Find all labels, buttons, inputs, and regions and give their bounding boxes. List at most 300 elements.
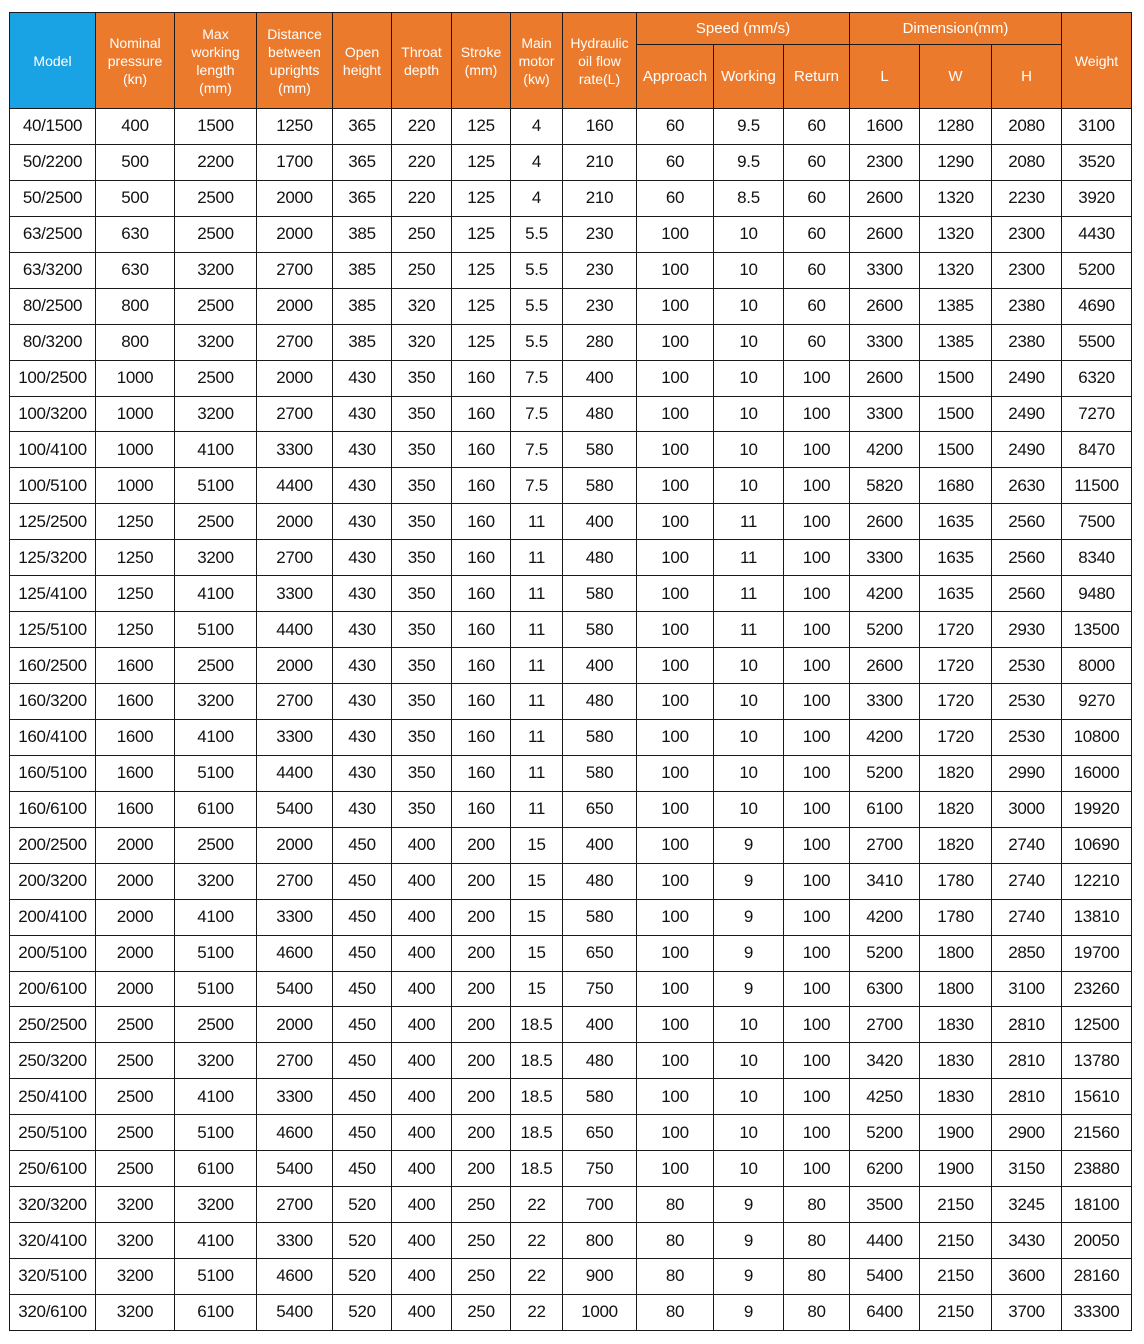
cell-nominal-pressure: 3200 xyxy=(96,1187,175,1223)
cell-model: 160/3200 xyxy=(10,684,96,720)
cell-model: 100/2500 xyxy=(10,360,96,396)
cell-speed-approach: 100 xyxy=(637,540,714,576)
cell-hydraulic-oil-flow-rate: 210 xyxy=(563,180,637,216)
cell-stroke: 250 xyxy=(452,1259,511,1295)
header-line: Stroke xyxy=(460,43,502,60)
cell-speed-approach: 60 xyxy=(637,180,714,216)
cell-stroke: 125 xyxy=(452,216,511,252)
cell-throat-depth: 400 xyxy=(392,1294,452,1330)
cell-dimension-h: 3700 xyxy=(992,1294,1062,1330)
cell-model: 125/3200 xyxy=(10,540,96,576)
cell-distance-between-uprights: 3300 xyxy=(257,719,333,755)
cell-model: 125/5100 xyxy=(10,612,96,648)
cell-dimension-w: 1830 xyxy=(920,1007,992,1043)
table-row xyxy=(10,1043,1132,1079)
cell-nominal-pressure: 500 xyxy=(96,180,175,216)
cell-speed-approach: 100 xyxy=(637,827,714,863)
cell-hydraulic-oil-flow-rate: 800 xyxy=(563,1223,637,1259)
cell-max-working-length: 3200 xyxy=(175,324,257,360)
cell-dimension-w: 2150 xyxy=(920,1294,992,1330)
cell-dimension-w: 1320 xyxy=(920,216,992,252)
cell-model: 80/2500 xyxy=(10,288,96,324)
cell-distance-between-uprights: 4600 xyxy=(257,1115,333,1151)
cell-open-height: 450 xyxy=(333,1151,392,1187)
cell-nominal-pressure: 1600 xyxy=(96,684,175,720)
cell-stroke: 200 xyxy=(452,1079,511,1115)
cell-dimension-h: 2490 xyxy=(992,432,1062,468)
cell-speed-return: 100 xyxy=(784,899,850,935)
cell-model: 200/6100 xyxy=(10,971,96,1007)
cell-dimension-w: 1385 xyxy=(920,288,992,324)
cell-dimension-h: 2530 xyxy=(992,684,1062,720)
cell-main-motor: 7.5 xyxy=(511,468,563,504)
cell-nominal-pressure: 1250 xyxy=(96,576,175,612)
cell-main-motor: 11 xyxy=(511,755,563,791)
cell-dimension-l: 6400 xyxy=(850,1294,920,1330)
cell-open-height: 430 xyxy=(333,684,392,720)
cell-weight: 12210 xyxy=(1062,863,1132,899)
cell-weight: 23260 xyxy=(1062,971,1132,1007)
cell-hydraulic-oil-flow-rate: 230 xyxy=(563,216,637,252)
cell-speed-return: 100 xyxy=(784,504,850,540)
header-line: Main xyxy=(521,34,552,51)
cell-dimension-w: 1385 xyxy=(920,324,992,360)
cell-max-working-length: 3200 xyxy=(175,684,257,720)
cell-stroke: 200 xyxy=(452,1115,511,1151)
cell-speed-working: 9.5 xyxy=(714,109,784,145)
cell-throat-depth: 350 xyxy=(392,684,452,720)
table-row xyxy=(10,360,1132,396)
header-line: Nominal xyxy=(109,34,161,51)
cell-dimension-w: 1800 xyxy=(920,935,992,971)
cell-hydraulic-oil-flow-rate: 580 xyxy=(563,432,637,468)
cell-hydraulic-oil-flow-rate: 480 xyxy=(563,684,637,720)
cell-speed-return: 100 xyxy=(784,1007,850,1043)
cell-throat-depth: 400 xyxy=(392,899,452,935)
cell-nominal-pressure: 2000 xyxy=(96,863,175,899)
cell-stroke: 160 xyxy=(452,791,511,827)
cell-speed-return: 100 xyxy=(784,755,850,791)
cell-nominal-pressure: 1000 xyxy=(96,396,175,432)
header-main-motor xyxy=(511,13,563,109)
cell-nominal-pressure: 1000 xyxy=(96,432,175,468)
table-row xyxy=(10,935,1132,971)
cell-distance-between-uprights: 2000 xyxy=(257,827,333,863)
cell-throat-depth: 220 xyxy=(392,180,452,216)
cell-max-working-length: 3200 xyxy=(175,252,257,288)
cell-speed-working: 10 xyxy=(714,1115,784,1151)
table-row xyxy=(10,648,1132,684)
cell-distance-between-uprights: 4600 xyxy=(257,935,333,971)
cell-model: 80/3200 xyxy=(10,324,96,360)
cell-stroke: 200 xyxy=(452,1007,511,1043)
cell-speed-approach: 100 xyxy=(637,252,714,288)
cell-model: 200/3200 xyxy=(10,863,96,899)
cell-main-motor: 11 xyxy=(511,719,563,755)
cell-dimension-w: 1900 xyxy=(920,1151,992,1187)
cell-distance-between-uprights: 4600 xyxy=(257,1259,333,1295)
cell-dimension-l: 3300 xyxy=(850,396,920,432)
header-throat-depth xyxy=(392,13,452,109)
cell-weight: 6320 xyxy=(1062,360,1132,396)
cell-max-working-length: 4100 xyxy=(175,1223,257,1259)
cell-speed-working: 10 xyxy=(714,684,784,720)
cell-open-height: 450 xyxy=(333,1115,392,1151)
cell-open-height: 385 xyxy=(333,252,392,288)
cell-weight: 3520 xyxy=(1062,144,1132,180)
cell-stroke: 125 xyxy=(452,252,511,288)
cell-distance-between-uprights: 2700 xyxy=(257,1043,333,1079)
cell-distance-between-uprights: 2700 xyxy=(257,684,333,720)
cell-dimension-l: 1600 xyxy=(850,109,920,145)
cell-distance-between-uprights: 2700 xyxy=(257,540,333,576)
cell-speed-working: 9 xyxy=(714,827,784,863)
cell-weight: 4690 xyxy=(1062,288,1132,324)
cell-main-motor: 15 xyxy=(511,899,563,935)
cell-nominal-pressure: 500 xyxy=(96,144,175,180)
cell-open-height: 450 xyxy=(333,899,392,935)
cell-speed-approach: 80 xyxy=(637,1223,714,1259)
cell-stroke: 125 xyxy=(452,109,511,145)
cell-dimension-l: 3300 xyxy=(850,324,920,360)
cell-throat-depth: 350 xyxy=(392,468,452,504)
cell-stroke: 200 xyxy=(452,935,511,971)
cell-speed-approach: 100 xyxy=(637,684,714,720)
header-speed-group: Speed (mm/s) xyxy=(637,13,850,45)
cell-throat-depth: 350 xyxy=(392,612,452,648)
cell-speed-approach: 100 xyxy=(637,396,714,432)
cell-distance-between-uprights: 2000 xyxy=(257,360,333,396)
cell-speed-return: 100 xyxy=(784,1115,850,1151)
cell-distance-between-uprights: 2700 xyxy=(257,1187,333,1223)
cell-dimension-h: 3000 xyxy=(992,791,1062,827)
cell-open-height: 520 xyxy=(333,1187,392,1223)
cell-dimension-l: 2600 xyxy=(850,180,920,216)
cell-hydraulic-oil-flow-rate: 160 xyxy=(563,109,637,145)
cell-dimension-h: 2930 xyxy=(992,612,1062,648)
cell-weight: 8340 xyxy=(1062,540,1132,576)
header-model: Model xyxy=(10,13,96,109)
cell-nominal-pressure: 1000 xyxy=(96,468,175,504)
cell-hydraulic-oil-flow-rate: 400 xyxy=(563,1007,637,1043)
cell-model: 100/5100 xyxy=(10,468,96,504)
cell-speed-working: 10 xyxy=(714,1151,784,1187)
cell-speed-return: 100 xyxy=(784,827,850,863)
cell-weight: 5500 xyxy=(1062,324,1132,360)
cell-throat-depth: 350 xyxy=(392,540,452,576)
cell-weight: 16000 xyxy=(1062,755,1132,791)
cell-throat-depth: 350 xyxy=(392,791,452,827)
cell-stroke: 250 xyxy=(452,1187,511,1223)
cell-model: 160/5100 xyxy=(10,755,96,791)
table-row xyxy=(10,612,1132,648)
cell-hydraulic-oil-flow-rate: 480 xyxy=(563,396,637,432)
table-body xyxy=(10,109,1132,1331)
cell-model: 100/4100 xyxy=(10,432,96,468)
header-speed-working: Working xyxy=(714,45,784,109)
cell-max-working-length: 6100 xyxy=(175,1294,257,1330)
header-dimension-group: Dimension(mm) xyxy=(850,13,1062,45)
table-row xyxy=(10,719,1132,755)
header-dimension-l: L xyxy=(850,45,920,109)
cell-dimension-h: 2380 xyxy=(992,324,1062,360)
cell-dimension-l: 3410 xyxy=(850,863,920,899)
cell-dimension-l: 2600 xyxy=(850,288,920,324)
cell-speed-working: 11 xyxy=(714,576,784,612)
cell-open-height: 450 xyxy=(333,1043,392,1079)
cell-nominal-pressure: 2500 xyxy=(96,1079,175,1115)
cell-speed-approach: 60 xyxy=(637,109,714,145)
cell-weight: 9270 xyxy=(1062,684,1132,720)
cell-main-motor: 18.5 xyxy=(511,1007,563,1043)
cell-speed-return: 60 xyxy=(784,324,850,360)
cell-distance-between-uprights: 2000 xyxy=(257,180,333,216)
cell-distance-between-uprights: 2000 xyxy=(257,216,333,252)
cell-hydraulic-oil-flow-rate: 650 xyxy=(563,1115,637,1151)
cell-stroke: 200 xyxy=(452,971,511,1007)
table-row xyxy=(10,827,1132,863)
cell-distance-between-uprights: 2000 xyxy=(257,648,333,684)
cell-speed-approach: 100 xyxy=(637,360,714,396)
cell-nominal-pressure: 2500 xyxy=(96,1007,175,1043)
cell-dimension-w: 1290 xyxy=(920,144,992,180)
header-line: Open xyxy=(344,43,380,60)
cell-speed-return: 60 xyxy=(784,144,850,180)
cell-speed-working: 10 xyxy=(714,1007,784,1043)
header-line: depth xyxy=(403,61,440,78)
cell-main-motor: 22 xyxy=(511,1187,563,1223)
cell-dimension-l: 6200 xyxy=(850,1151,920,1187)
cell-dimension-l: 4200 xyxy=(850,432,920,468)
cell-dimension-w: 2150 xyxy=(920,1187,992,1223)
cell-main-motor: 11 xyxy=(511,576,563,612)
cell-model: 125/2500 xyxy=(10,504,96,540)
cell-open-height: 430 xyxy=(333,504,392,540)
cell-speed-approach: 100 xyxy=(637,432,714,468)
cell-main-motor: 11 xyxy=(511,791,563,827)
cell-speed-approach: 100 xyxy=(637,863,714,899)
header-open-height xyxy=(333,13,392,109)
cell-speed-return: 80 xyxy=(784,1259,850,1295)
cell-hydraulic-oil-flow-rate: 480 xyxy=(563,1043,637,1079)
cell-speed-return: 100 xyxy=(784,935,850,971)
cell-dimension-w: 1900 xyxy=(920,1115,992,1151)
cell-hydraulic-oil-flow-rate: 650 xyxy=(563,935,637,971)
cell-main-motor: 11 xyxy=(511,648,563,684)
table-row xyxy=(10,216,1132,252)
cell-open-height: 430 xyxy=(333,648,392,684)
cell-distance-between-uprights: 3300 xyxy=(257,1079,333,1115)
cell-dimension-w: 1720 xyxy=(920,684,992,720)
cell-nominal-pressure: 2500 xyxy=(96,1151,175,1187)
cell-model: 63/3200 xyxy=(10,252,96,288)
cell-dimension-l: 2600 xyxy=(850,504,920,540)
cell-hydraulic-oil-flow-rate: 900 xyxy=(563,1259,637,1295)
cell-dimension-l: 2700 xyxy=(850,827,920,863)
cell-weight: 4430 xyxy=(1062,216,1132,252)
cell-hydraulic-oil-flow-rate: 210 xyxy=(563,144,637,180)
cell-weight: 13810 xyxy=(1062,899,1132,935)
cell-dimension-l: 4200 xyxy=(850,899,920,935)
cell-main-motor: 7.5 xyxy=(511,432,563,468)
cell-throat-depth: 350 xyxy=(392,648,452,684)
cell-throat-depth: 350 xyxy=(392,360,452,396)
table-row xyxy=(10,684,1132,720)
cell-max-working-length: 2500 xyxy=(175,216,257,252)
cell-model: 50/2200 xyxy=(10,144,96,180)
cell-speed-approach: 100 xyxy=(637,1079,714,1115)
cell-throat-depth: 400 xyxy=(392,1079,452,1115)
cell-speed-approach: 80 xyxy=(637,1294,714,1330)
header-line: (kn) xyxy=(122,70,148,87)
table-row xyxy=(10,468,1132,504)
cell-dimension-w: 1500 xyxy=(920,432,992,468)
cell-dimension-w: 1830 xyxy=(920,1043,992,1079)
cell-hydraulic-oil-flow-rate: 280 xyxy=(563,324,637,360)
header-line: Hydraulic xyxy=(570,34,629,51)
cell-main-motor: 15 xyxy=(511,863,563,899)
cell-hydraulic-oil-flow-rate: 230 xyxy=(563,288,637,324)
cell-throat-depth: 400 xyxy=(392,1151,452,1187)
cell-dimension-w: 1800 xyxy=(920,971,992,1007)
cell-main-motor: 5.5 xyxy=(511,288,563,324)
cell-throat-depth: 350 xyxy=(392,576,452,612)
cell-dimension-h: 2560 xyxy=(992,540,1062,576)
cell-speed-approach: 100 xyxy=(637,504,714,540)
cell-max-working-length: 4100 xyxy=(175,719,257,755)
table-row xyxy=(10,576,1132,612)
cell-speed-working: 10 xyxy=(714,396,784,432)
cell-nominal-pressure: 1600 xyxy=(96,648,175,684)
cell-dimension-h: 2740 xyxy=(992,863,1062,899)
cell-hydraulic-oil-flow-rate: 230 xyxy=(563,252,637,288)
cell-speed-approach: 100 xyxy=(637,935,714,971)
header-line: rate(L) xyxy=(578,70,621,87)
cell-nominal-pressure: 2000 xyxy=(96,971,175,1007)
cell-dimension-h: 2560 xyxy=(992,504,1062,540)
cell-main-motor: 11 xyxy=(511,612,563,648)
cell-max-working-length: 2500 xyxy=(175,1007,257,1043)
cell-throat-depth: 350 xyxy=(392,719,452,755)
header-line: pressure xyxy=(107,52,163,69)
cell-nominal-pressure: 1600 xyxy=(96,719,175,755)
table-row xyxy=(10,109,1132,145)
cell-speed-return: 80 xyxy=(784,1223,850,1259)
header-line: working xyxy=(191,43,240,60)
cell-speed-return: 100 xyxy=(784,684,850,720)
cell-speed-approach: 100 xyxy=(637,755,714,791)
cell-speed-return: 80 xyxy=(784,1294,850,1330)
cell-speed-working: 8.5 xyxy=(714,180,784,216)
cell-dimension-h: 3600 xyxy=(992,1259,1062,1295)
cell-stroke: 200 xyxy=(452,899,511,935)
cell-distance-between-uprights: 3300 xyxy=(257,1223,333,1259)
table-row xyxy=(10,755,1132,791)
cell-throat-depth: 320 xyxy=(392,324,452,360)
cell-hydraulic-oil-flow-rate: 750 xyxy=(563,1151,637,1187)
cell-weight: 7270 xyxy=(1062,396,1132,432)
cell-open-height: 430 xyxy=(333,576,392,612)
header-dimension-h: H xyxy=(992,45,1062,109)
cell-hydraulic-oil-flow-rate: 400 xyxy=(563,827,637,863)
cell-stroke: 200 xyxy=(452,863,511,899)
header-line: height xyxy=(342,61,382,78)
cell-stroke: 125 xyxy=(452,144,511,180)
table-row xyxy=(10,1223,1132,1259)
cell-open-height: 430 xyxy=(333,719,392,755)
cell-main-motor: 11 xyxy=(511,684,563,720)
cell-weight: 13780 xyxy=(1062,1043,1132,1079)
cell-stroke: 250 xyxy=(452,1294,511,1330)
cell-hydraulic-oil-flow-rate: 580 xyxy=(563,719,637,755)
cell-nominal-pressure: 2500 xyxy=(96,1115,175,1151)
cell-weight: 7500 xyxy=(1062,504,1132,540)
cell-dimension-w: 1320 xyxy=(920,252,992,288)
cell-main-motor: 5.5 xyxy=(511,324,563,360)
cell-model: 320/5100 xyxy=(10,1259,96,1295)
cell-speed-working: 10 xyxy=(714,1043,784,1079)
cell-dimension-w: 1680 xyxy=(920,468,992,504)
cell-dimension-h: 2810 xyxy=(992,1043,1062,1079)
cell-speed-approach: 60 xyxy=(637,144,714,180)
cell-model: 160/6100 xyxy=(10,791,96,827)
cell-stroke: 200 xyxy=(452,827,511,863)
cell-distance-between-uprights: 4400 xyxy=(257,468,333,504)
cell-speed-working: 11 xyxy=(714,504,784,540)
cell-weight: 20050 xyxy=(1062,1223,1132,1259)
table-row xyxy=(10,971,1132,1007)
cell-max-working-length: 6100 xyxy=(175,791,257,827)
cell-hydraulic-oil-flow-rate: 700 xyxy=(563,1187,637,1223)
cell-dimension-h: 2490 xyxy=(992,360,1062,396)
cell-dimension-l: 5200 xyxy=(850,1115,920,1151)
cell-speed-working: 11 xyxy=(714,612,784,648)
cell-main-motor: 15 xyxy=(511,971,563,1007)
cell-open-height: 450 xyxy=(333,1007,392,1043)
cell-speed-working: 9 xyxy=(714,863,784,899)
cell-distance-between-uprights: 1250 xyxy=(257,109,333,145)
cell-stroke: 160 xyxy=(452,396,511,432)
cell-nominal-pressure: 800 xyxy=(96,324,175,360)
cell-speed-return: 80 xyxy=(784,1187,850,1223)
cell-weight: 12500 xyxy=(1062,1007,1132,1043)
cell-speed-approach: 100 xyxy=(637,288,714,324)
table-row xyxy=(10,396,1132,432)
cell-throat-depth: 400 xyxy=(392,935,452,971)
cell-main-motor: 11 xyxy=(511,504,563,540)
cell-max-working-length: 4100 xyxy=(175,1079,257,1115)
cell-distance-between-uprights: 3300 xyxy=(257,432,333,468)
cell-speed-working: 10 xyxy=(714,791,784,827)
header-nominal-pressure xyxy=(96,13,175,109)
cell-speed-approach: 100 xyxy=(637,648,714,684)
cell-speed-approach: 100 xyxy=(637,791,714,827)
cell-speed-return: 100 xyxy=(784,576,850,612)
table-row xyxy=(10,504,1132,540)
cell-max-working-length: 4100 xyxy=(175,899,257,935)
cell-hydraulic-oil-flow-rate: 580 xyxy=(563,468,637,504)
cell-throat-depth: 350 xyxy=(392,755,452,791)
cell-nominal-pressure: 800 xyxy=(96,288,175,324)
cell-weight: 21560 xyxy=(1062,1115,1132,1151)
cell-weight: 11500 xyxy=(1062,468,1132,504)
cell-nominal-pressure: 3200 xyxy=(96,1294,175,1330)
cell-dimension-l: 3300 xyxy=(850,684,920,720)
cell-speed-approach: 80 xyxy=(637,1187,714,1223)
cell-main-motor: 15 xyxy=(511,827,563,863)
cell-dimension-h: 2530 xyxy=(992,719,1062,755)
cell-main-motor: 22 xyxy=(511,1294,563,1330)
